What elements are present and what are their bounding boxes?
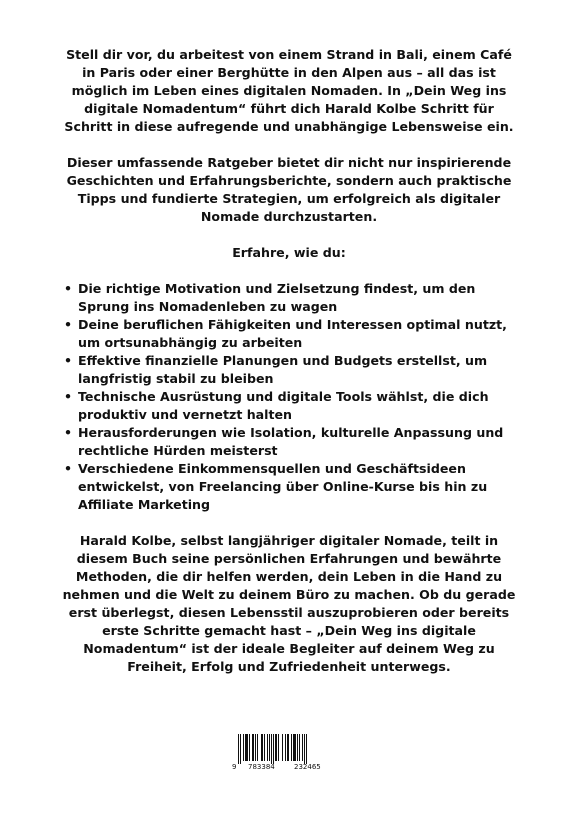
benefits-list [62,280,516,514]
barcode-bars-icon [236,734,344,764]
list-item [62,424,516,460]
list-item-text: Verschiedene Einkommensquellen und Geschäftsideen entwickelst, von Freelancing über Online-Kurse bis hin zu Affiliate Marketing [78,461,488,512]
description-paragraph: Dieser umfassende Ratgeber bietet dir nicht nur inspirierende Geschichten und Erfahrungsberichte, sondern auch praktische Tipps und fundierte Strategien, um erfolgreich als digitaler Nomade durchzustarten. [66,155,512,224]
list-heading: Erfahre, wie du: [232,245,346,260]
bullet-icon: • [64,317,73,332]
isbn-right-group: 232465 [294,763,321,771]
bullet-icon: • [64,461,73,476]
intro-paragraph: Stell dir vor, du arbeitest von einem Strand in Bali, einem Café in Paris oder einer Berghütte in den Alpen aus – all das ist möglich im Leben eines digitalen Nomaden. In „Dein Weg ins digitale Nomadentum“ führt dich Harald Kolbe Schritt für Schritt in diese aufregende und unabhängige Lebensweise ein. [64,47,514,134]
blurb-text [62,46,516,676]
isbn-first-digit: 9 [232,763,237,771]
list-item-text: Technische Ausrüstung und digitale Tools wählst, die dich produktiv und vernetzt halten [78,389,489,422]
list-item-text: Effektive finanzielle Planungen und Budgets erstellst, um langfristig stabil zu bleiben [78,353,488,386]
list-item-text: Deine beruflichen Fähigkeiten und Interessen optimal nutzt, um ortsunabhängig zu arbeiten [78,317,507,350]
author-paragraph: Harald Kolbe, selbst langjähriger digitaler Nomade, teilt in diesem Buch seine persönlichen Erfahrungen und bewährte Methoden, die dir helfen werden, dein Leben in die Hand zu nehmen und die Welt zu deinem Büro zu machen. Ob du gerade erst überlegst, diesen Lebensstil auszuprobieren oder bereits erste Schritte gemacht hast – „Dein Weg ins digitale Nomadentum“ ist der ideale Begleiter auf deinem Weg zu Freiheit, Erfolg und Zufriedenheit unterwegs. [62,533,516,674]
bullet-icon: • [64,353,73,368]
bullet-icon: • [64,389,73,404]
bullet-icon: • [64,281,73,296]
list-item [62,280,516,316]
isbn-left-group: 783384 [248,763,275,771]
bullet-icon: • [64,425,73,440]
list-item [62,316,516,352]
list-item [62,388,516,424]
isbn-barcode [236,734,344,764]
list-item-text: Die richtige Motivation und Zielsetzung findest, um den Sprung ins Nomadenleben zu wagen [78,281,476,314]
list-item [62,352,516,388]
list-item [62,460,516,514]
list-item-text: Herausforderungen wie Isolation, kulturelle Anpassung und rechtliche Hürden meisterst [78,425,504,458]
